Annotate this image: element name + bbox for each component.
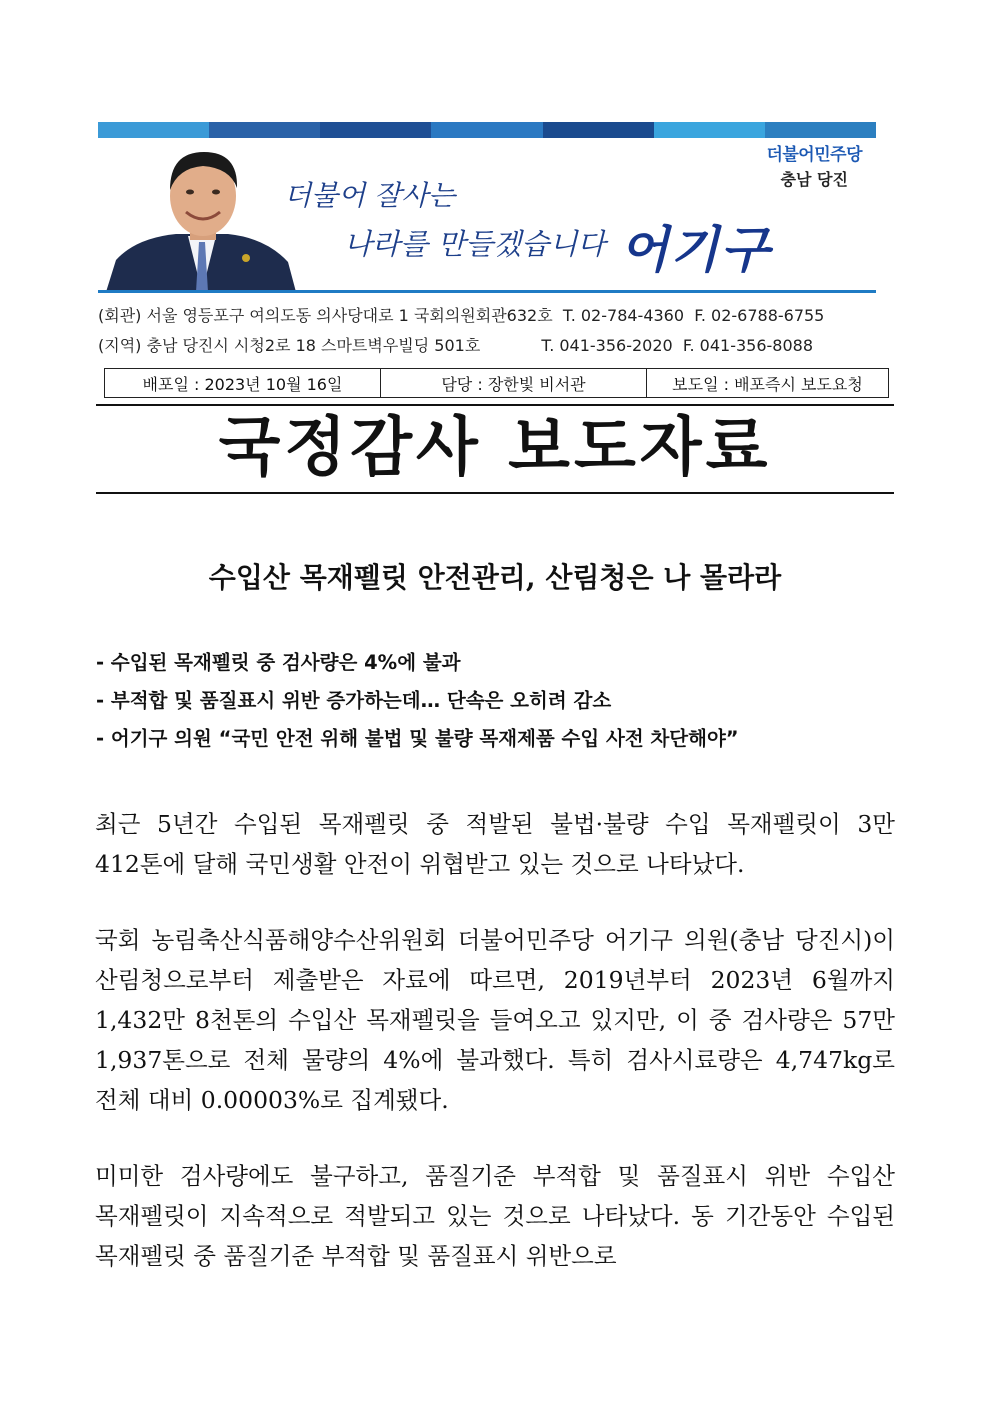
slogan-line-2: 나라를 만들겠습니다 bbox=[344, 227, 606, 261]
article-body bbox=[95, 804, 895, 1312]
release-info-box bbox=[104, 368, 889, 398]
banner-underline bbox=[98, 290, 876, 293]
page-title: 국정감사 보도자료 bbox=[218, 411, 772, 485]
stripe-segment bbox=[765, 122, 876, 138]
stripe-segment bbox=[209, 122, 320, 138]
body-paragraph: 최근 5년간 수입된 목재펠릿 중 적발된 불법·불량 수입 목재펠릿이 3만 412톤에 달해 국민생활 안전이 위협받고 있는 것으로 나타났다. bbox=[95, 810, 895, 878]
party-logo bbox=[766, 140, 862, 190]
title-rule-bottom bbox=[96, 492, 894, 494]
distribution-date: 배포일 : 2023년 10월 16일 bbox=[105, 369, 381, 397]
summary-bullet: - 어기구 의원 “국민 안전 위해 불법 및 불량 목재제품 수입 사전 차단해야” bbox=[96, 727, 739, 750]
header-color-stripe bbox=[98, 122, 876, 138]
slogan-line-1: 더불어 잘사는 bbox=[284, 179, 456, 212]
stripe-segment bbox=[320, 122, 431, 138]
signature: 어기구 bbox=[620, 220, 771, 279]
lawmaker-portrait bbox=[106, 142, 296, 292]
header-banner bbox=[98, 138, 876, 292]
stripe-segment bbox=[543, 122, 654, 138]
article-headline: 수입산 목재펠릿 안전관리, 산림청은 나 몰라라 bbox=[208, 561, 782, 594]
local-address-line: (지역) 충남 당진시 시청2로 18 스마트벽우빌딩 501호 T. 041-356-2020 F. 041-356-8088 bbox=[98, 336, 814, 355]
stripe-segment bbox=[98, 122, 209, 138]
body-paragraph: 국회 농림축산식품해양수산위원회 더불어민주당 어기구 의원(충남 당진시)이 산림청으로부터 제출받은 자료에 따르면, 2019년부터 2023년 6월까지 1,432만 8천톤의 수입산 목재펠릿을 들여오고 있지만, 이 중 검사량은 57만 1,937톤으로 전체 물량의 4%에 불과했다. 특히 검사시료량은 4,747kg로 전체 대비 0.00003%로 집계됐다. bbox=[95, 926, 895, 1114]
summary-bullet: - 부적합 및 품질표시 위반 증가하는데… 단속은 오히려 감소 bbox=[96, 689, 612, 712]
office-address-line: (회관) 서울 영등포구 여의도동 의사당대로 1 국회의원회관632호 T. 02-784-4360 F. 02-6788-6755 bbox=[98, 306, 825, 325]
stripe-segment bbox=[654, 122, 765, 138]
stripe-segment bbox=[431, 122, 542, 138]
summary-bullets bbox=[96, 648, 896, 762]
contact-person: 담당 : 장한빛 비서관 bbox=[381, 369, 647, 397]
party-region: 충남 당진 bbox=[780, 170, 848, 189]
party-name: 더불어민주당 bbox=[766, 145, 862, 165]
release-timing: 보도일 : 배포즉시 보도요청 bbox=[672, 374, 863, 394]
summary-bullet: - 수입된 목재펠릿 중 검사량은 4%에 불과 bbox=[96, 651, 461, 674]
body-paragraph: 미미한 검사량에도 불구하고, 품질기준 부적합 및 품질표시 위반 수입산 목재펠릿이 지속적으로 적발되고 있는 것으로 나타났다. 동 기간동안 수입된 목재펠릿 중 품질기준 부적합 및 품질표시 위반으로 bbox=[95, 1162, 895, 1270]
